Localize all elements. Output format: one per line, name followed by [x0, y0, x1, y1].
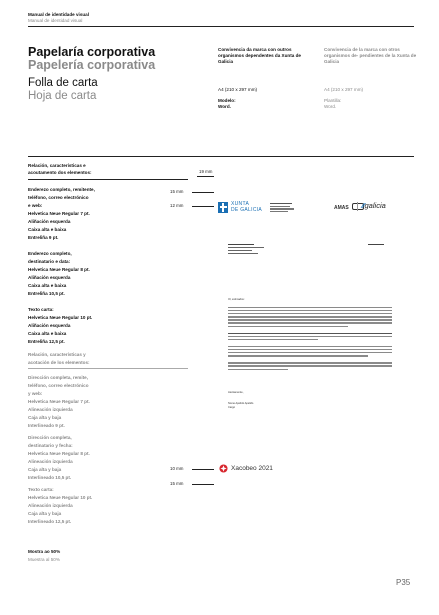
dim-15b: 15 mm [170, 481, 184, 486]
spec-line: teléfono, correo electrónico [28, 195, 89, 200]
xunta-shield-icon [218, 202, 228, 213]
spec-line: destinatario y fecha: [28, 443, 73, 448]
section-title-gl: Papelaría corporativa [28, 45, 156, 59]
spec-line: e web: [28, 203, 43, 208]
letter-signoff: Atentamente, [228, 391, 244, 394]
dim-line [192, 192, 214, 193]
spec-line: Enderezo completo, remitente, [28, 187, 95, 192]
spec-block-es-1 [28, 374, 198, 430]
spec-line: Alineación izquierda [28, 407, 73, 412]
xacobeo-text: Xacobeo 2021 [231, 464, 273, 472]
letter-sheet [214, 176, 414, 490]
section-title-es: Papelería corporativa [28, 58, 156, 72]
spec-line: Dirección completa, [28, 435, 72, 440]
galicia-word: galicia [364, 201, 386, 210]
spec-line: Texto carta: [28, 307, 54, 312]
header-rule [28, 26, 414, 27]
spec-line: Caja alta y baja [28, 415, 62, 420]
dim-10: 10 mm [170, 466, 184, 471]
letter-signer-role: Cargo [228, 406, 236, 409]
spec-line: Caja alta y baja [28, 511, 62, 516]
spec-line: Alineación izquierda [28, 459, 73, 464]
col2-size: A4 (210 x 297 mm) [324, 87, 364, 92]
spec-line: Dirección completa, remite, [28, 375, 88, 380]
spec-line: Enderezo completo, [28, 251, 72, 256]
spec-line: Interlineado 9 pt. [28, 423, 65, 428]
manual-title-es: Manual de identidad visual [28, 18, 83, 23]
spec-heading-gl-1: Relación, características e [28, 163, 86, 168]
logo-divider [357, 202, 358, 211]
xunta-line2: DE GALICIA [231, 206, 263, 213]
galicia-mark-icon: ⁄⁄ [362, 201, 365, 210]
sample-scale-gl: Mostra ao 50% [28, 549, 61, 554]
col1-title: Convivencia da marca con outros organismos dependentes da Xunta de Galicia [218, 47, 301, 64]
spec-block-gl-3 [28, 306, 198, 346]
col2-model-value: Word. [324, 104, 337, 109]
dim-line [192, 206, 214, 207]
spec-line: y web: [28, 391, 43, 396]
spec-heading-es-2: acotación de los elementos: [28, 360, 90, 365]
spec-line: Entreliña 12,5 pt. [28, 339, 65, 344]
spec-heading-gl-2: acoutamento dos elementos: [28, 170, 92, 175]
dim-12: 12 mm [170, 203, 184, 208]
sender-block [270, 203, 294, 212]
spec-line: Caixa alta e baixa [28, 227, 67, 232]
spec-line: Helvetica Neue Regular 10 pt. [28, 495, 93, 500]
spec-block-gl-2 [28, 250, 198, 298]
spec-line: Caixa alta e baixa [28, 283, 67, 288]
spec-block-gl-1 [28, 186, 198, 242]
xunta-line1: XUNTA [231, 201, 250, 207]
xunta-cross-icon [220, 206, 227, 208]
dim-top-margin: 19 mm [199, 169, 213, 174]
xunta-cross-icon [222, 203, 224, 212]
spec-line: Aliñación esquerda [28, 323, 71, 328]
letter-signer-name: Nome Apelido Apelido [228, 402, 254, 405]
letter-greeting: Ol, estimados: [228, 298, 245, 301]
spec-line: Aliñación esquerda [28, 275, 71, 280]
spec-block-es-3 [28, 486, 198, 526]
body-rule [28, 156, 414, 157]
spec-line: Texto carta: [28, 487, 54, 492]
date-block [368, 244, 384, 245]
agency-name: AMAS [334, 205, 349, 211]
spec-line: destinatario e data: [28, 259, 71, 264]
item-title-gl: Folla de carta [28, 77, 98, 89]
xacobeo-mark-icon [219, 464, 228, 473]
manual-title-gl: Manual de identidade visual [28, 12, 90, 17]
letter-body [228, 307, 392, 372]
spec-line: teléfono, correo electrónico [28, 383, 89, 388]
spec-line: Caixa alta e baixa [28, 331, 67, 336]
sample-scale-es: Muestra al 50% [28, 557, 60, 562]
dim-line [192, 484, 214, 485]
galicia-logo [362, 201, 386, 210]
spec-block-es-2 [28, 434, 198, 482]
spec-rule [28, 179, 188, 180]
recipient-block [228, 244, 268, 254]
page-number: P35 [396, 578, 411, 587]
spec-line: Aliñación esquerda [28, 219, 71, 224]
spec-line: Entreliña 9 pt. [28, 235, 59, 240]
item-title-es: Hoja de carta [28, 90, 97, 102]
spec-line: Interlineado 10,5 pt. [28, 475, 72, 480]
spec-line: Helvetica Neue Regular 8 pt. [28, 267, 90, 272]
agency-logo [334, 203, 364, 211]
col1-model-value: Word. [218, 104, 231, 109]
spec-line: Helvetica Neue Regular 8 pt. [28, 451, 90, 456]
spec-rule-es [28, 368, 188, 369]
dim-15a: 15 mm [170, 189, 184, 194]
col1-model-label: Modelo: [218, 98, 236, 103]
col1-size: A4 (210 x 297 mm) [218, 87, 258, 92]
spec-line: Helvetica Neue Regular 7 pt. [28, 399, 90, 404]
col2-title: Convivencia de la marca con otros organismos de- pendientes de la Xunta de Galicia [324, 47, 417, 64]
spec-line: Helvetica Neue Regular 10 pt. [28, 315, 93, 320]
spec-line: Interlineado 12,5 pt. [28, 519, 72, 524]
spec-heading-es-1: Relación, características y [28, 352, 86, 357]
spec-line: Alineación izquierda [28, 503, 73, 508]
col2-model-label: Plantilla: [324, 98, 342, 103]
spec-line: Entreliña 10,5 pt. [28, 291, 65, 296]
spec-line: Helvetica Neue Regular 7 pt. [28, 211, 90, 216]
dim-line [192, 469, 214, 470]
spec-line: Caja alta y baja [28, 467, 62, 472]
